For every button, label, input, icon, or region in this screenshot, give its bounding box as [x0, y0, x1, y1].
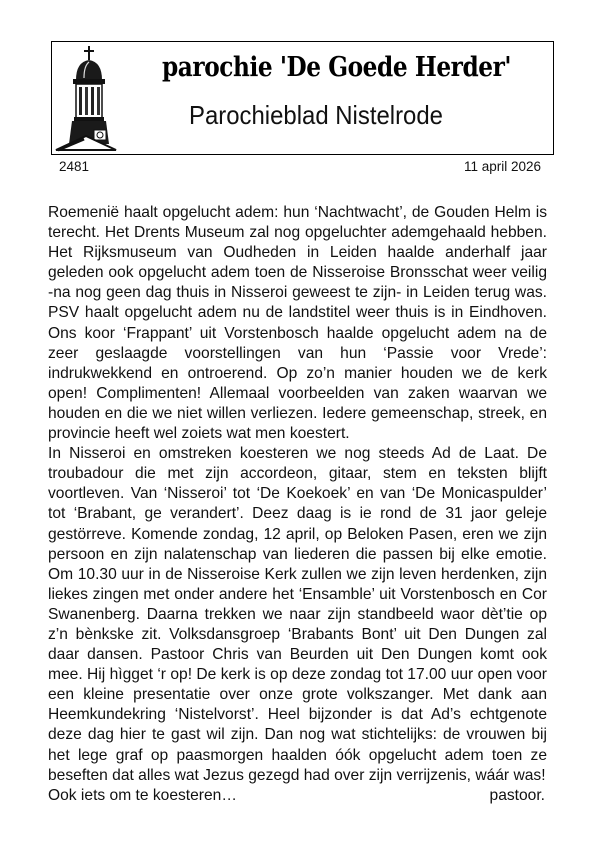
article-body	[48, 203, 547, 806]
issue-date: 11 april 2026	[463, 159, 541, 174]
masthead	[51, 41, 554, 155]
issue-number: 2481	[59, 159, 90, 174]
paragraph: Roemenië haalt opgelucht adem: hun ‘Nachtwacht’, de Gouden Helm is terecht. Het Drents Museum zal nog opgeluchter ademgehaald hebben. Het Rijksmuseum van Oudheden in Leiden haalde anderhalf jaar geleden ook opgelucht adem toen de Nisseroise Bronsschat weer veilig -na nog geen dag thuis in Nisseroi geweest te zijn- in Leiden terug was. PSV haalt opgelucht adem nu de landstitel weer thuis is in Eindhoven. Ons koor ‘Frappant’ uit Vorstenbosch haalde opgelucht adem na de zeer geslaagde voorstellingen van hun ‘Passie voor Vrede’: indrukwekkend en ontroerend. Op zo’n manier houden we de kerk open! Complimenten! Allemaal voorbeelden van zaken waarvan we houden en die we niet willen verliezen. Iedere gemeenschap, streek, en provincie heeft wel zoiets wat men koestert.	[48, 204, 547, 443]
parish-title: parochie 'De Goede Herder'	[162, 52, 512, 83]
issue-meta	[59, 159, 541, 177]
church-tower-icon	[54, 44, 138, 152]
closing-row	[48, 786, 547, 806]
newsletter-subtitle: Parochieblad Nistelrode	[189, 100, 443, 130]
paragraph: In Nisseroi en omstreken koesteren we nog steeds Ad de Laat. De troubadour die met zijn accordeon, gitaar, stem en teksten blijft voortleven. Van ‘Nisseroi’ tot ‘De Koekoek’ en van ‘De Monicaspulder’ tot ‘Brabant, ge verandert’. Deez daag is ie rond de 31 jaor geleje gestörreve. Komende zondag, 12 april, op Beloken Pasen, eren we zijn persoon en zijn nalatenschap van liederen die passen bij elke emotie. Om 10.30 uur in de Nisseroise Kerk zullen we zijn leven herdenken, zijn liekes zingen met onder andere het ‘Ensamble’ uit Vorstenbosch en Cor Swanenberg. Daarna trekken we naar zijn standbeeld waor dèt’tie op z’n bènkske zit. Volksdansgroep ‘Brabants Bont’ uit Den Dungen zal daar dansen. Pastoor Chris van Beurden uit Den Dungen komt ook mee. Hij hìgget ‘r op! De kerk is op deze zondag tot 17.00 uur open voor een kleine presentatie over onze grote volkszanger. Met dank aan Heemkundekring ‘Nistelvorst’. Heel bijzonder is dat Ad’s echtgenote deze dag hier te gast wil zijn. Dan nog wat stichtelijks: de vrouwen bij het lege graf op paasmorgen haalden óók opgelucht adem toen ze beseften dat alles wat Jezus gezegd had over zijn verrijzenis, wáár was!	[48, 445, 547, 784]
signature: pastoor.	[489, 786, 545, 804]
closing-line: Ook iets om te koesteren…	[48, 786, 237, 804]
